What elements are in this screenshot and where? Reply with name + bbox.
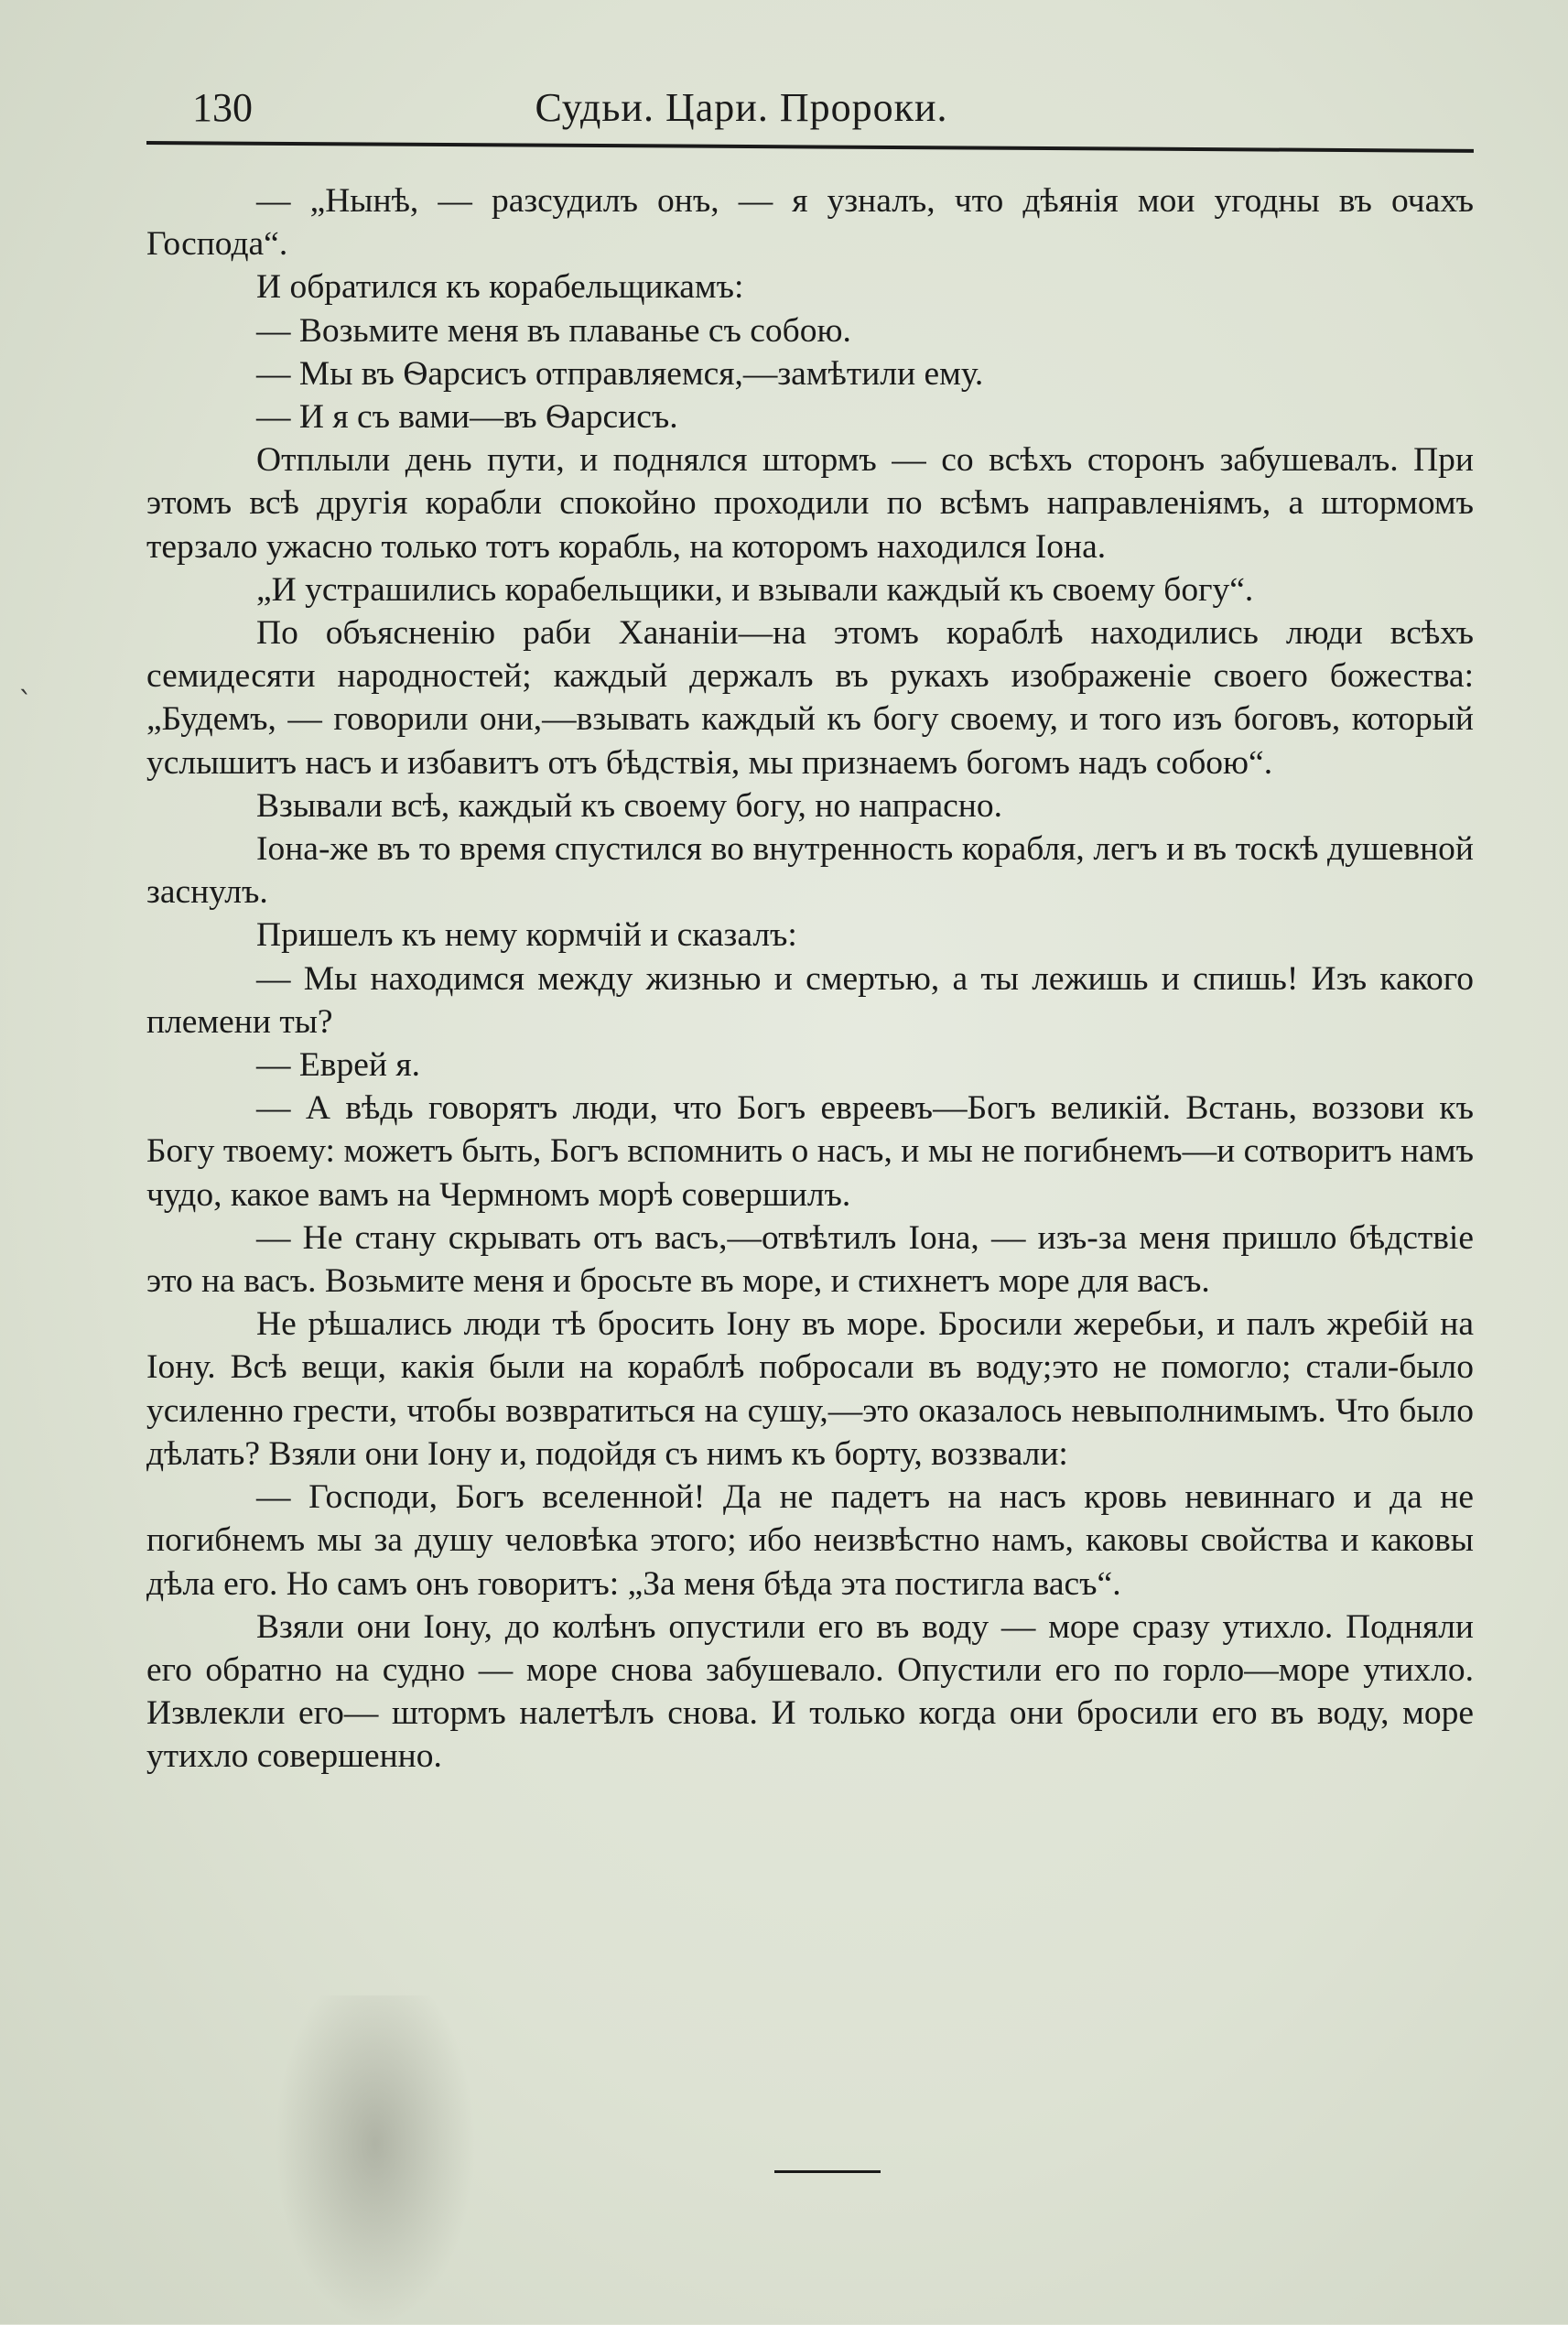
paragraph: — И я съ вами—въ Ѳарсисъ. [256,398,678,437]
page-number: 130 [192,85,253,130]
paragraph: Взывали всѣ, каждый къ своему богу, но напрасно. [256,786,1002,825]
end-rule [774,2170,881,2173]
paragraph: По объясненію раби Хананіи—на этомъ кораблѣ находились люди всѣхъ семидесяти народностей; каждый держалъ въ рукахъ изображеніе своего божества: „Будемъ, — говорили они,—взывать каждый къ богу своему, и того изъ боговъ, который услышитъ насъ и избавитъ отъ бѣдствія, мы признаемъ богомъ надъ собою“. [146,614,1474,782]
margin-mark: ˋ [18,685,33,719]
paragraph: Взяли они Іону, до колѣнъ опустили его въ воду — море сразу утихло. Подняли его обратно на судно — море снова забушевало. Опустили его по горло—море утихло. Извлекли его— штормъ налетѣлъ снова. И только когда они бросили его въ воду, море утихло совершенно. [146,1607,1474,1776]
paragraph: — Возьмите меня въ плаванье съ собою. [256,311,851,350]
paragraph: — Мы находимся между жизнью и смертью, а ты лежишь и спишь! Изъ какого племени ты? [146,959,1474,1041]
paragraph: И обратился къ корабельщикамъ: [256,268,744,307]
paragraph: — „Нынѣ, — разсудилъ онъ, — я узналъ, что дѣянія мои угодны въ очахъ Господа“. [146,182,1474,264]
page-header [146,81,1474,135]
paragraph: Пришелъ къ нему кормчій и сказалъ: [256,916,797,955]
running-title: Судьи. Цари. Пророки. [535,85,948,130]
paragraph: — Господи, Богъ вселенной! Да не падетъ на насъ кровь невиннаго и да не погибнемъ мы за душу человѣка этого; ибо неизвѣстно намъ, каковы свойства и каковы дѣла его. Но самъ онъ говоритъ: „За меня бѣда эта постигла васъ“. [146,1478,1474,1603]
header-rule [146,141,1474,153]
paragraph: — А вѣдь говорятъ люди, что Богъ евреевъ—Богъ великій. Встань, воззови къ Богу твоему: можетъ быть, Богъ вспомнить о насъ, и мы не погибнемъ—и сотворитъ намъ чудо, какое вамъ на Чермномъ морѣ совершилъ. [146,1089,1474,1214]
paragraph: Іона-же въ то время спустился во внутренность корабля, легъ и въ тоскѣ душевной заснулъ. [146,830,1474,912]
paper-stain [275,1995,476,2325]
paragraph: — Еврей я. [256,1046,420,1085]
paragraph: „И устрашились корабельщики, и взывали каждый къ своему богу“. [256,570,1254,609]
paragraph: Отплыли день пути, и поднялся штормъ — со всѣхъ сторонъ забушевалъ. При этомъ всѣ другія корабли спокойно проходили по всѣмъ направленіямъ, а штормомъ терзало ужасно только тотъ корабль, на которомъ находился Іона. [146,441,1474,566]
paragraph: — Не стану скрывать отъ васъ,—отвѣтилъ Іона, — изъ-за меня пришло бѣдствіе это на васъ. Возьмите меня и бросьте въ море, и стихнетъ море для васъ. [146,1218,1474,1301]
paragraph: — Мы въ Ѳарсисъ отправляемся,—замѣтили ему. [256,354,984,393]
body-text [146,179,1474,1779]
paragraph: Не рѣшались люди тѣ бросить Іону въ море. Бросили жеребьи, и палъ жребій на Іону. Всѣ вещи, какія были на кораблѣ побросали въ воду;это не помогло; стали-было усиленно грести, чтобы возвратиться на сушу,—это оказалось невыполнимымъ. Что было дѣлать? Взяли они Іону и, подойдя съ нимъ къ борту, воззвали: [146,1305,1474,1473]
